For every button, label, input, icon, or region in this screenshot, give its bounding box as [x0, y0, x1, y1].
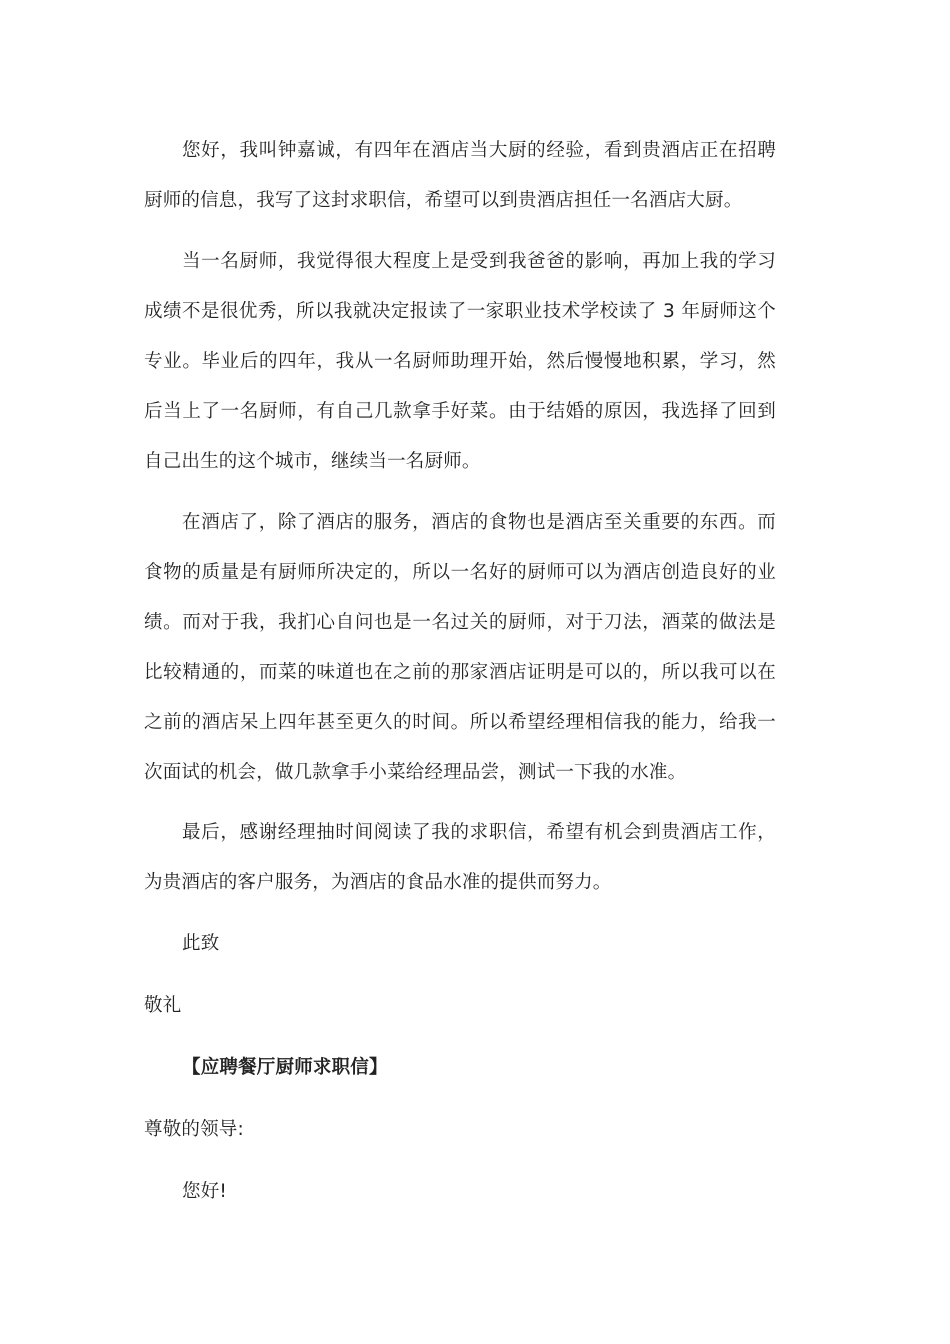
- closing-line: 此致: [182, 933, 220, 954]
- paragraph-intro: 您好，我叫钟嘉诚，有四年在酒店当大厨的经验，看到贵酒店正在招聘厨师的信息，我写了这封求职信，希望可以到贵酒店担任一名酒店大厨。: [144, 140, 776, 211]
- paragraph-closing-remarks: 最后，感谢经理抽时间阅读了我的求职信，希望有机会到贵酒店工作，为贵酒店的客户服务，为酒店的食品水准的提供而努力。: [144, 822, 776, 893]
- section-title: 【应聘餐厅厨师求职信】: [182, 1057, 388, 1078]
- greeting: 您好!: [182, 1181, 228, 1202]
- salutation: 尊敬的领导:: [144, 1119, 244, 1140]
- paragraph-qualifications: 在酒店了，除了酒店的服务，酒店的食物也是酒店至关重要的东西。而食物的质量是有厨师所决定的，所以一名好的厨师可以为酒店创造良好的业绩。而对于我，我扪心自问也是一名过关的厨师，对于刀法，酒菜的做法是比较精通的，而菜的味道也在之前的那家酒店证明是可以的，所以我可以在之前的酒店呆上四年甚至更久的时间。所以希望经理相信我的能力，给我一次面试的机会，做几款拿手小菜给经理品尝，测试一下我的水准。: [144, 512, 776, 783]
- regards-line: 敬礼: [144, 995, 182, 1016]
- paragraph-background: 当一名厨师，我觉得很大程度上是受到我爸爸的影响，再加上我的学习成绩不是很优秀，所以我就决定报读了一家职业技术学校读了 3 年厨师这个专业。毕业后的四年，我从一名厨师助理开始，然后慢慢地积累，学习，然后当上了一名厨师，有自己几款拿手好菜。由于结婚的原因，我选择了回到自己出生的这个城市，继续当一名厨师。: [144, 251, 776, 472]
